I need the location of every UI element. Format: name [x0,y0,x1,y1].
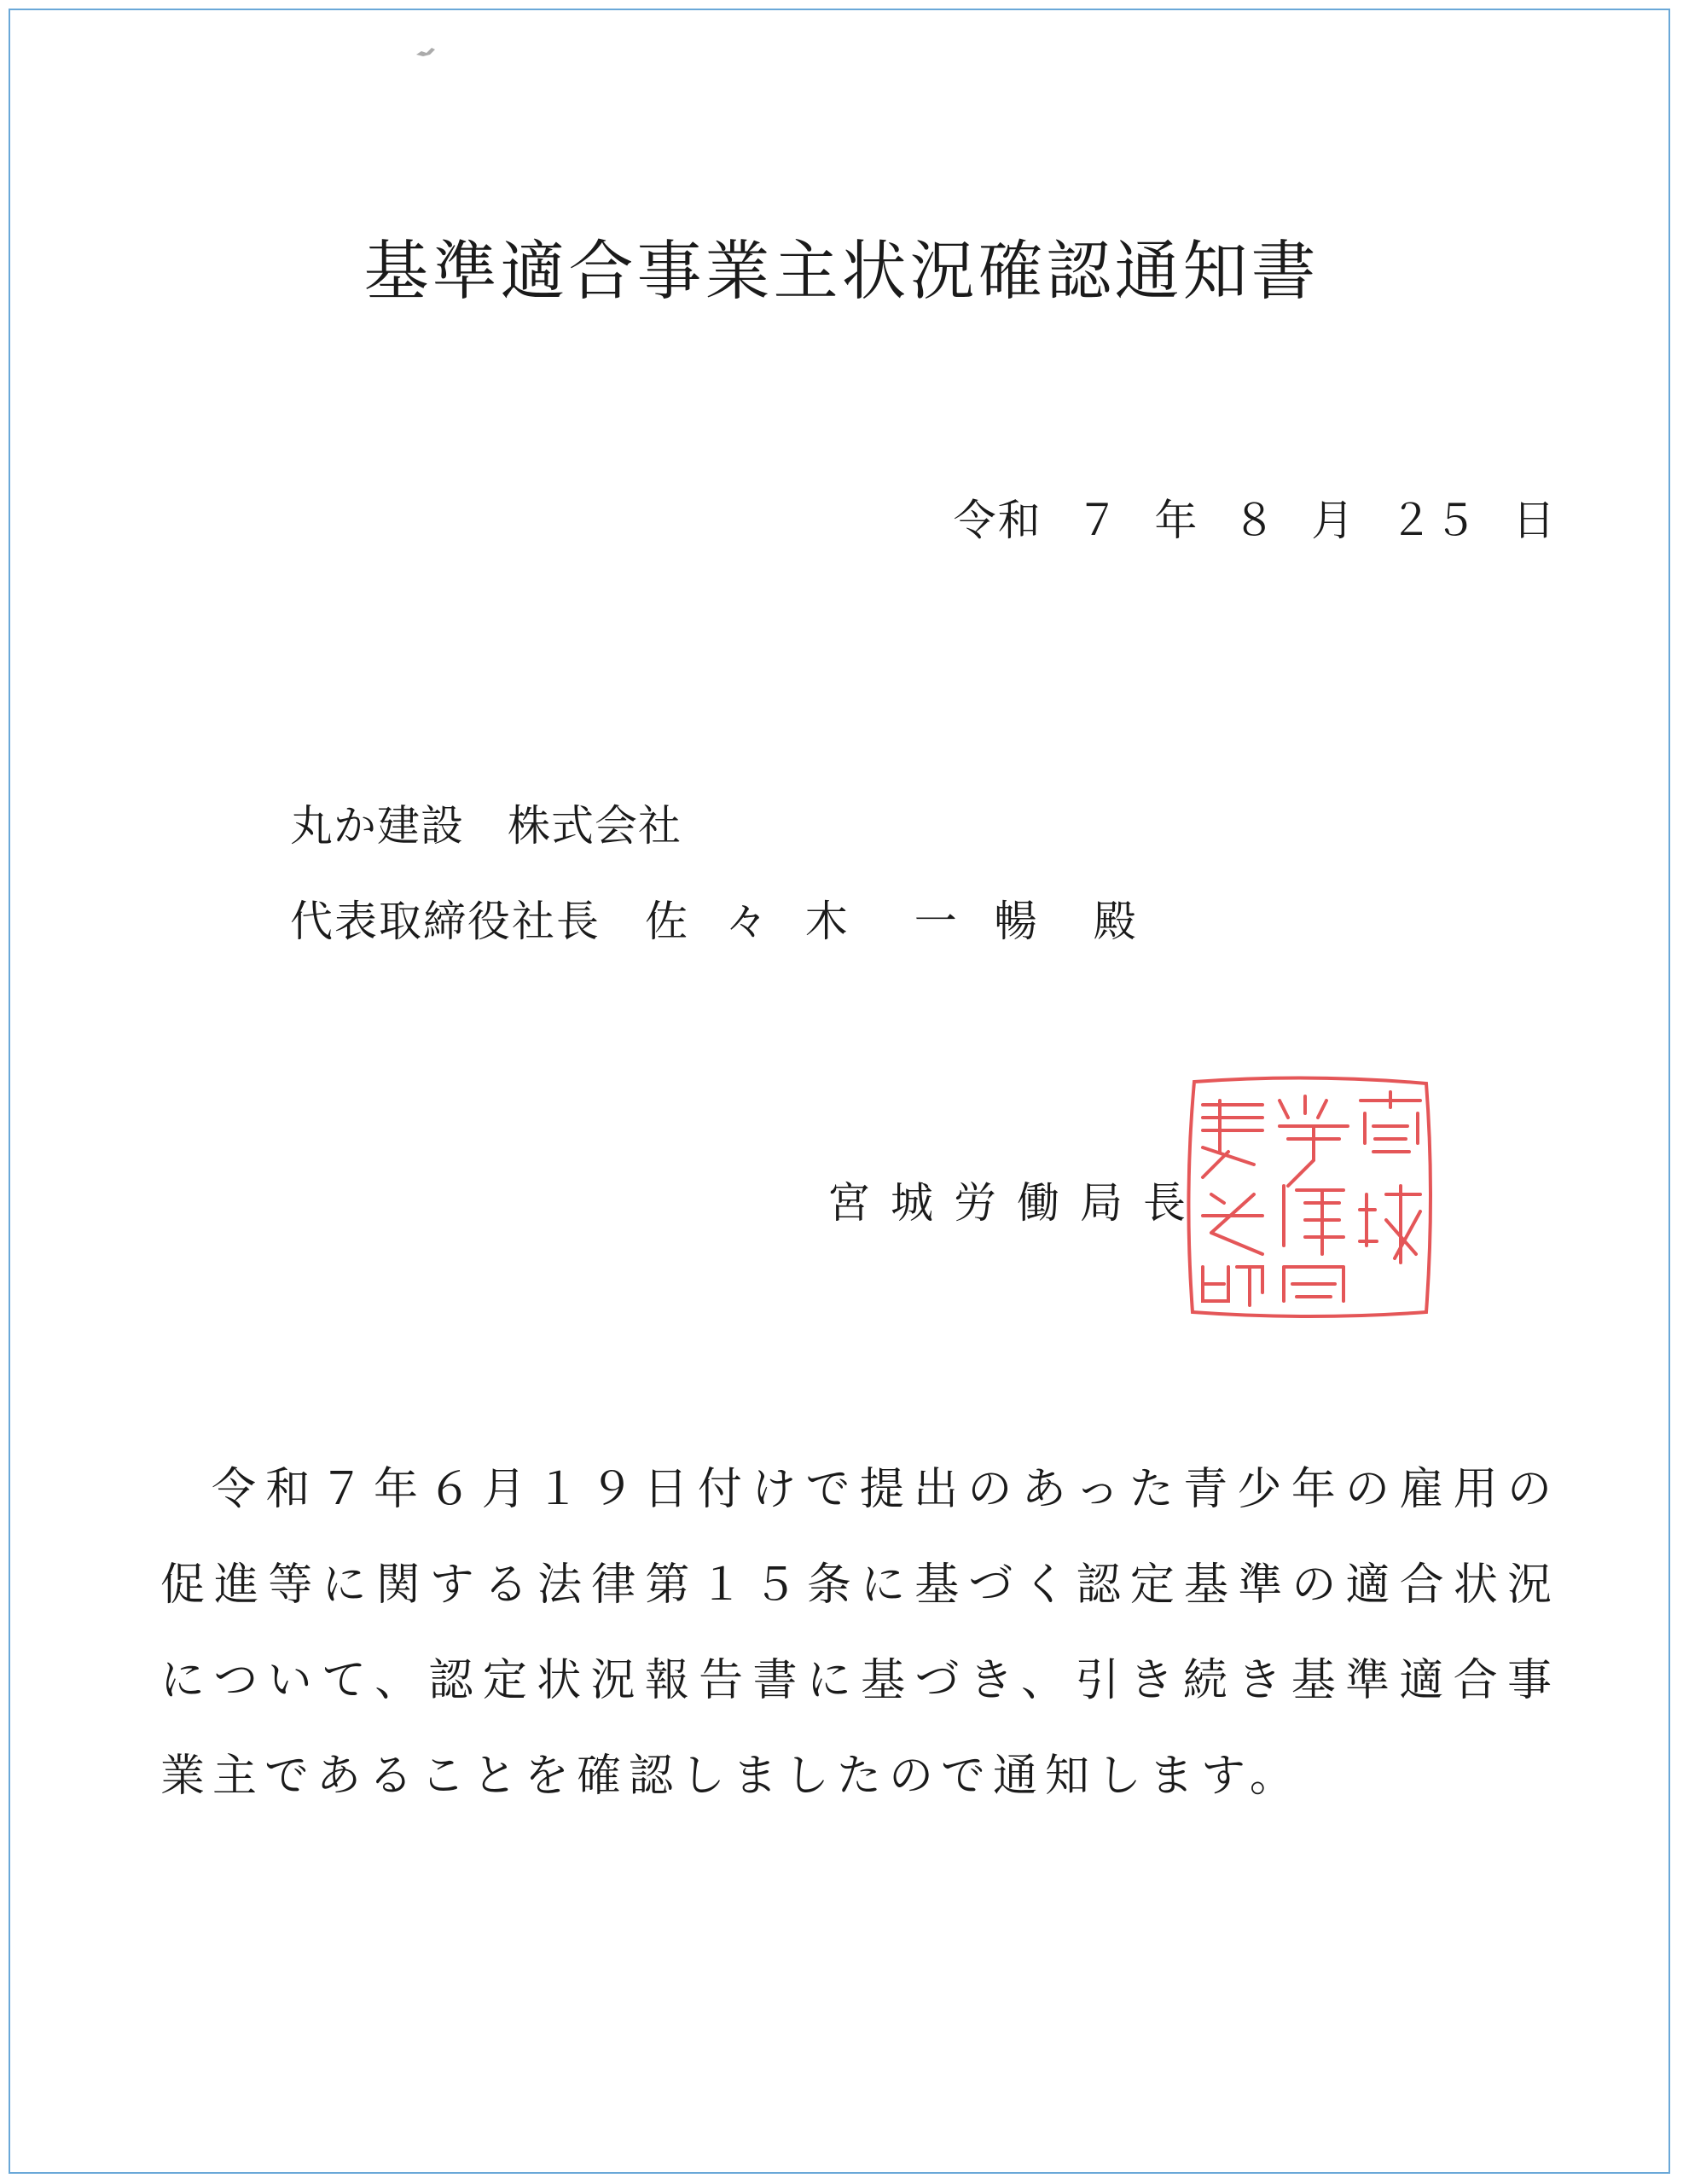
scan-speck [413,43,438,60]
addressee-representative [290,874,1138,969]
addressee-company: 丸か建設 株式会社 [290,801,682,851]
addressee-name: 佐 々 木 一 暢 [645,897,1049,946]
addressee-honorific: 殿 [1093,897,1138,946]
issue-date: 令和 ７ 年 ８ 月 ２５ 日 [953,496,1557,545]
addressee-block [290,778,1138,969]
issuer-name: 宮城労働局長 [827,1178,1206,1228]
official-seal-icon [1177,1066,1442,1327]
document-title: 基準適合事業主状況確認通知書 [363,233,1320,309]
addressee-title: 代表取締役社長 [290,897,601,946]
notice-body: 令和７年６月１９日付けで提出のあった青少年の雇用の促進等に関する法律第１５条に基づく認定基準の適合状況について、認定状況報告書に基づき、引き続き基準適合事業主であることを確認しましたので通知します。 [160,1464,1559,1802]
